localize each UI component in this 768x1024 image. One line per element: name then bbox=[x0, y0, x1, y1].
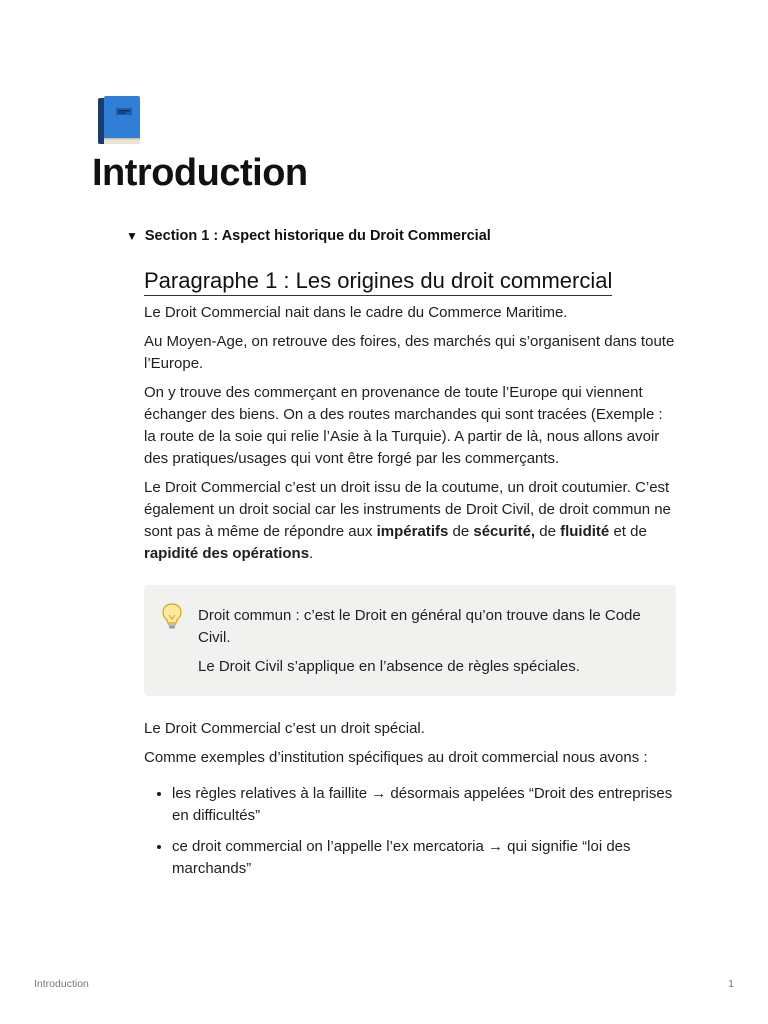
callout-text: Le Droit Civil s’applique en l’absence de règles spéciales. bbox=[198, 658, 580, 675]
text-run: . bbox=[309, 545, 314, 562]
text-run: de bbox=[535, 523, 561, 540]
section-toggle-label: Section 1 : Aspect historique du Droit Commercial bbox=[144, 228, 491, 244]
footer-title: Introduction bbox=[34, 978, 89, 990]
list-item: • les règles relatives à la faillite → désormais appelées “Droit des entreprises en difficultés” bbox=[172, 783, 676, 827]
page-title: Introduction bbox=[92, 152, 308, 194]
paragraph-heading: Paragraphe 1 : Les origines du droit commercial bbox=[144, 268, 612, 296]
bold-run: fluidité bbox=[560, 523, 610, 540]
body-paragraph: Comme exemples d’institution spécifiques au droit commercial nous avons : bbox=[144, 749, 648, 766]
text-run: Le Droit Commercial c’est un droit issu de la coutume, un droit coutumier. C’est également un droit social car les instruments de Droit Civil, de droit commun ne sont pas à même de répondre aux bbox=[144, 479, 671, 540]
bold-run: rapidité des opérations bbox=[144, 545, 310, 562]
blue-book-icon bbox=[96, 94, 144, 146]
footer-page-number: 1 bbox=[728, 978, 734, 990]
callout-box bbox=[144, 585, 676, 696]
bold-run: impératifs bbox=[376, 523, 449, 540]
bold-run: sécurité, bbox=[473, 523, 536, 540]
text-run: de bbox=[448, 523, 474, 540]
light-bulb-icon bbox=[161, 602, 183, 630]
text-run: et de bbox=[609, 523, 647, 540]
section-toggle[interactable] bbox=[126, 228, 491, 244]
body-paragraph: Le Droit Commercial c’est un droit spécial. bbox=[144, 720, 425, 737]
toggle-triangle-icon[interactable]: ▼ bbox=[126, 229, 138, 243]
bullet-list bbox=[144, 783, 676, 880]
list-item: • ce droit commercial on l’appelle l’ex mercatoria → qui signifie “loi des marchands” bbox=[172, 836, 676, 880]
callout-text: Droit commun : c’est le Droit en général qu’on trouve dans le Code Civil. bbox=[198, 607, 641, 646]
section-content bbox=[144, 268, 676, 889]
body-paragraph: Le Droit Commercial nait dans le cadre du Commerce Maritime. bbox=[144, 304, 568, 321]
body-paragraph: On y trouve des commerçant en provenance de toute l’Europe qui viennent échanger des biens. On a des routes marchandes qui sont tracées (Exemple : la route de la soie qui relie l’Asie à la Turquie). A partir de là, nous allons avoir des pratiques/usages qui vont être forgé par les commerçants. bbox=[144, 384, 663, 467]
body-paragraph: Au Moyen-Age, on retrouve des foires, des marchés qui s’organisent dans toute l’Europe. bbox=[144, 333, 675, 372]
rich-paragraph bbox=[144, 477, 676, 565]
